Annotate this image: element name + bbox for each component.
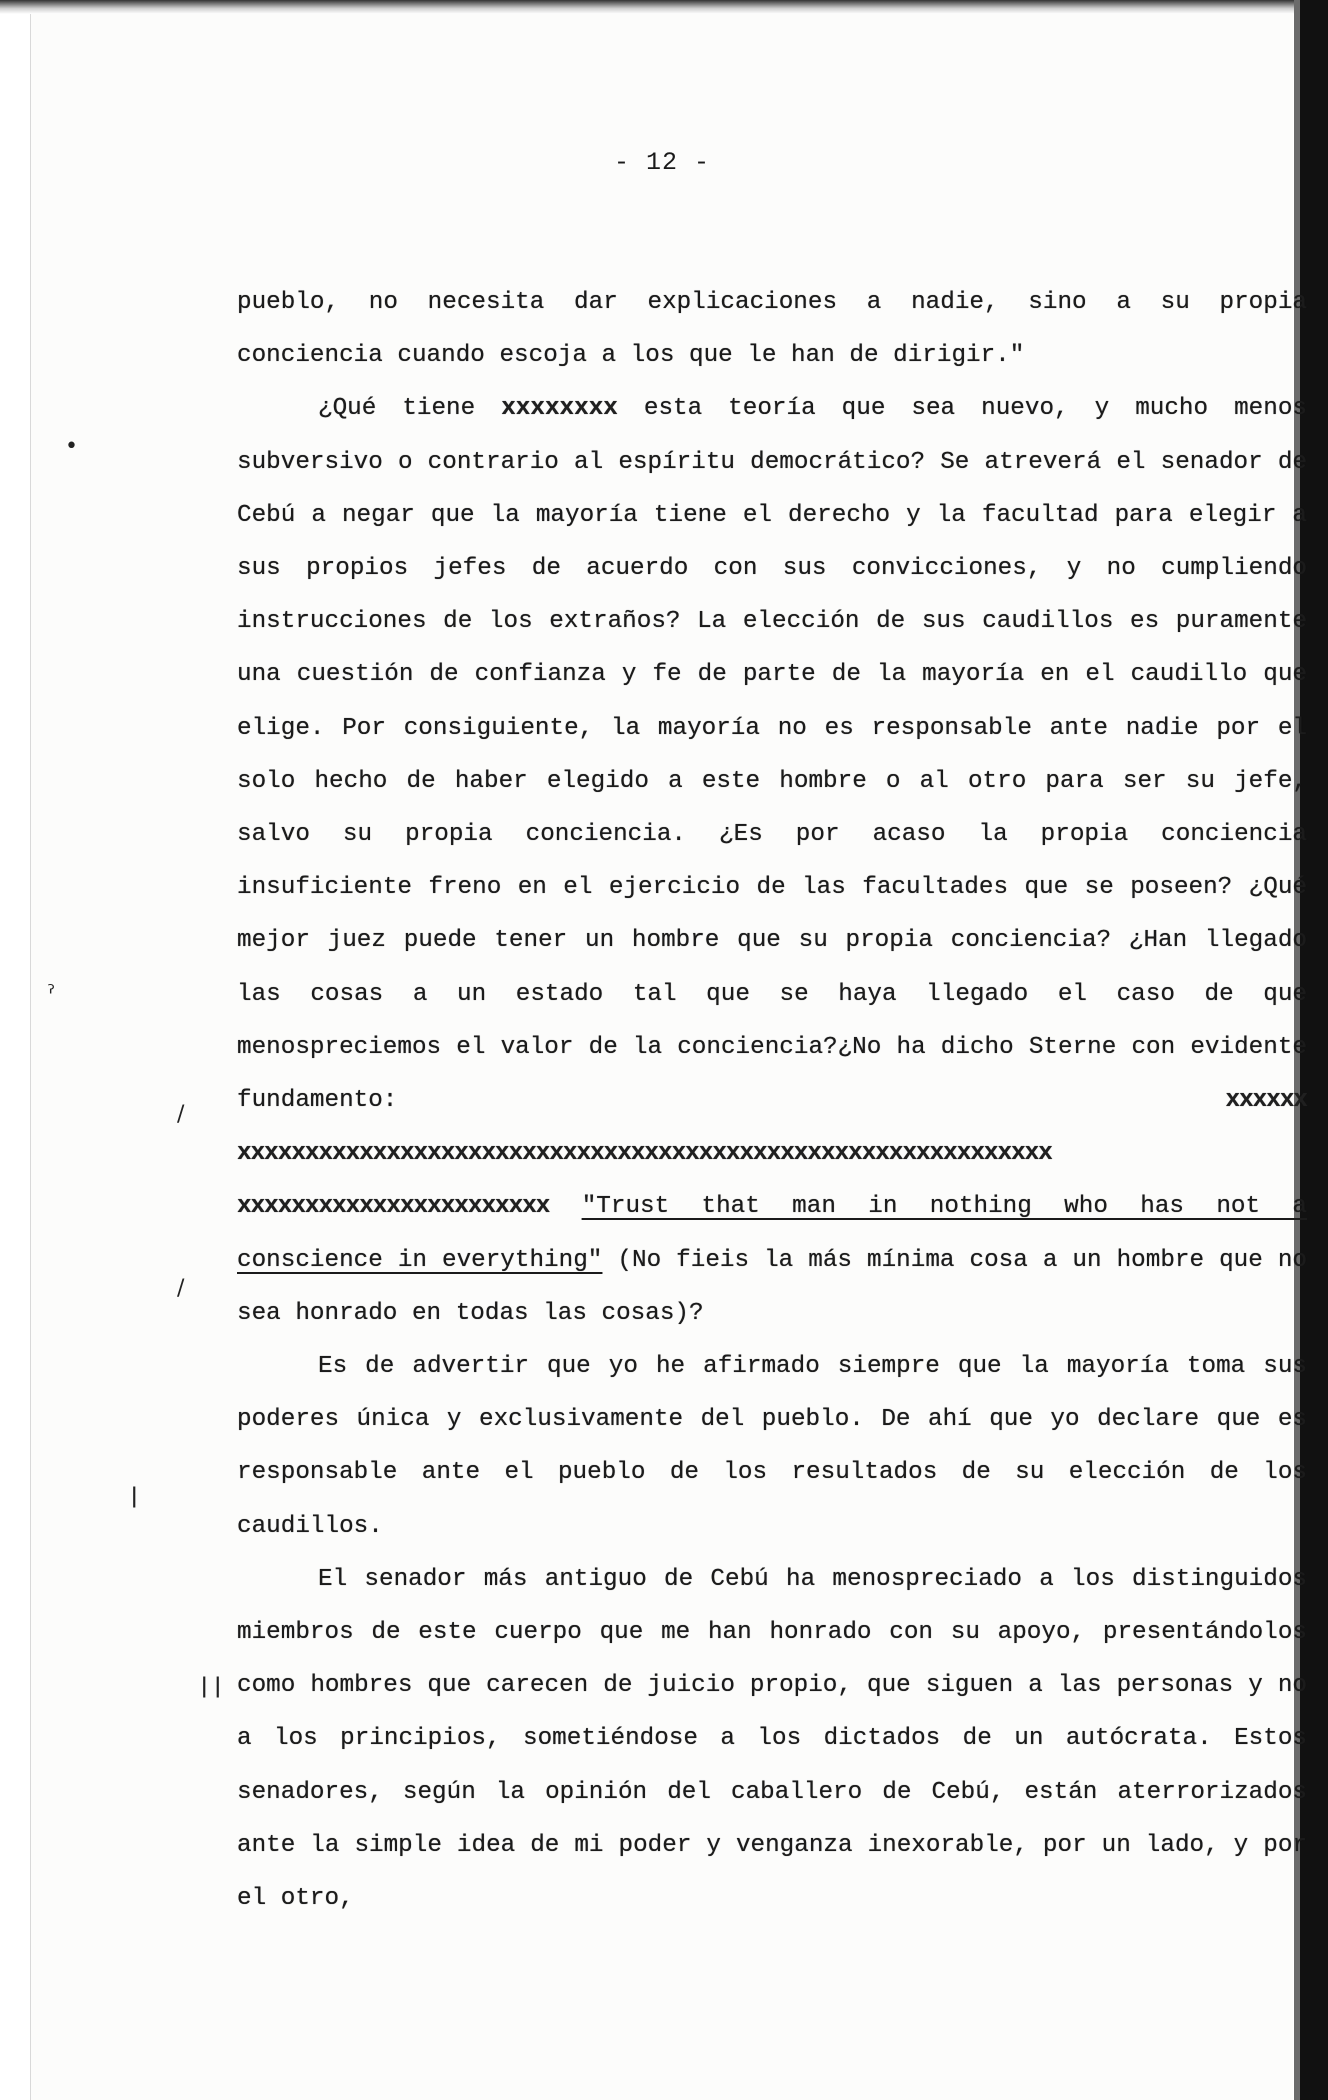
sterne-quote: "Trust that man in nothing who has not a conscience in everything" <box>237 1193 1307 1274</box>
typed-over-word: xxxxxxxx <box>501 395 618 423</box>
paragraph-4: El senador más antiguo de Cebú ha menospreciado a los distinguidos miembros de este cuerpo que me han honrado con su apoyo, presentándolos como hombres que carecen de juicio propio, que siguen a las personas y no a los principios, sometiéndose a los dictados de un autócrata. Estos senadores, según la opinión del caballero de Cebú, están aterrorizados ante la simple idea de mi poder y venganza inexorable, por un lado, y por el otro, <box>237 1565 1307 1913</box>
margin-dot-mark: • <box>65 434 78 459</box>
paragraph-2 <box>237 382 1307 1340</box>
margin-bar-mark-2: ǀ ǀ <box>201 1674 221 1699</box>
page-number: - 12 - <box>613 148 710 177</box>
paragraph-3: Es de advertir que yo he afirmado siempre que la mayoría toma sus poderes única y exclusivamente del pueblo. De ahí que yo declare que es responsable ante el pueblo de los resultados de su elección de los caudillos. <box>237 1353 1307 1540</box>
paragraph-1: pueblo, no necesita dar explicaciones a nadie, sino a su propia conciencia cuando escoja a los que le han de dirigir." <box>237 289 1307 370</box>
paragraph-2-opening: ¿Qué tiene <box>318 395 502 423</box>
quote-translation: (No fieis la más mínima cosa a un hombre que no sea honrado en todas las cosas)? <box>237 1246 1308 1327</box>
margin-bar-mark: ǀ <box>131 1484 138 1509</box>
typed-over-passage: xxxxxx xxxxxxxxxxxxxxxxxxxxxxxxxxxxxxxxxxxxxxxxxxxxxxxxxxxxxxxxxxxx xxxxxxxxxxxxxxxxxxxxxxx <box>237 1087 1307 1221</box>
paragraph-2-body: esta teoría que sea nuevo, y mucho menos subversivo o contrario al espíritu democrático? Se atreverá el senador de Cebú a negar que la mayoría tiene el derecho y la facultad para elegir a sus propios jefes de acuerdo con sus convicciones, y no cumpliendo instrucciones de los extraños? La elección de sus caudillos es puramente una cuestión de confianza y fe de parte de la mayoría en el caudillo que elige. Por consiguiente, la mayoría no es responsable ante nadie por el solo hecho de haber elegido a este hombre o al otro para ser su jefe, salvo su propia conciencia. ¿Es por acaso la propia conciencia insuficiente freno en el ejercicio de las facultades que se poseen? ¿Qué mejor juez puede tener un hombre que su propia conciencia? ¿Han llegado las cosas a un estado tal que se haya llegado el caso de que menospreciemos el valor de la conciencia?¿No ha dicho Sterne con evidente fundamento: <box>237 395 1307 1115</box>
margin-slash-mark: / <box>177 1102 185 1127</box>
body-text <box>237 276 1307 1925</box>
margin-slash-mark-2: / <box>177 1276 185 1301</box>
margin-tick-mark: ˀ <box>47 982 56 1007</box>
scan-top-edge <box>0 0 1300 14</box>
document-page <box>30 14 1308 2100</box>
